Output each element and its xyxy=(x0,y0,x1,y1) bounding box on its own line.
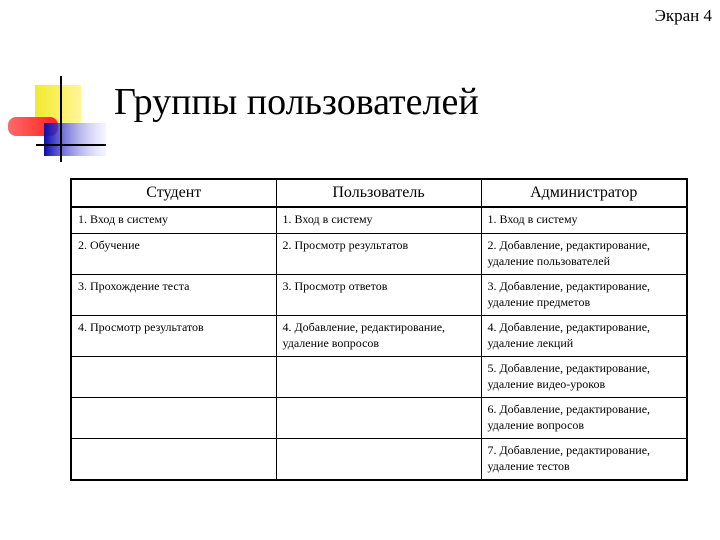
table-cell: 7. Добавление, редактирование, удаление тестов xyxy=(481,439,687,481)
table-cell xyxy=(71,357,276,398)
table-cell xyxy=(71,398,276,439)
table-cell: 3. Добавление, редактирование, удаление предметов xyxy=(481,275,687,316)
table-cell: 2. Обучение xyxy=(71,234,276,275)
table-row xyxy=(71,357,687,398)
header-student: Студент xyxy=(71,179,276,207)
table-row xyxy=(71,398,687,439)
screen-label: Экран 4 xyxy=(654,6,712,25)
table-row xyxy=(71,234,687,275)
header-admin: Администратор xyxy=(481,179,687,207)
table-cell: 4. Добавление, редактирование, удаление вопросов xyxy=(276,316,481,357)
table-cell: 2. Добавление, редактирование, удаление пользователей xyxy=(481,234,687,275)
table-row xyxy=(71,207,687,234)
page-title: Группы пользователей xyxy=(114,81,479,123)
table-cell: 1. Вход в систему xyxy=(71,207,276,234)
table-cell: 3. Прохождение теста xyxy=(71,275,276,316)
table-cell: 3. Просмотр ответов xyxy=(276,275,481,316)
table-cell: 1. Вход в систему xyxy=(481,207,687,234)
table-cell xyxy=(71,439,276,481)
table-cell: 6. Добавление, редактирование, удаление вопросов xyxy=(481,398,687,439)
table-cell: 2. Просмотр результатов xyxy=(276,234,481,275)
table-row xyxy=(71,316,687,357)
table-row xyxy=(71,439,687,481)
decorative-logo xyxy=(0,0,110,170)
table-cell: 1. Вход в систему xyxy=(276,207,481,234)
header-user: Пользователь xyxy=(276,179,481,207)
table-row xyxy=(71,275,687,316)
table-cell xyxy=(276,398,481,439)
table-cell: 4. Просмотр результатов xyxy=(71,316,276,357)
table-cell xyxy=(276,439,481,481)
table-cell xyxy=(276,357,481,398)
table-cell: 5. Добавление, редактирование, удаление видео-уроков xyxy=(481,357,687,398)
blue-bar xyxy=(44,123,106,156)
table-header-row xyxy=(71,179,687,207)
user-groups-table xyxy=(70,178,688,481)
table-cell: 4. Добавление, редактирование, удаление лекций xyxy=(481,316,687,357)
